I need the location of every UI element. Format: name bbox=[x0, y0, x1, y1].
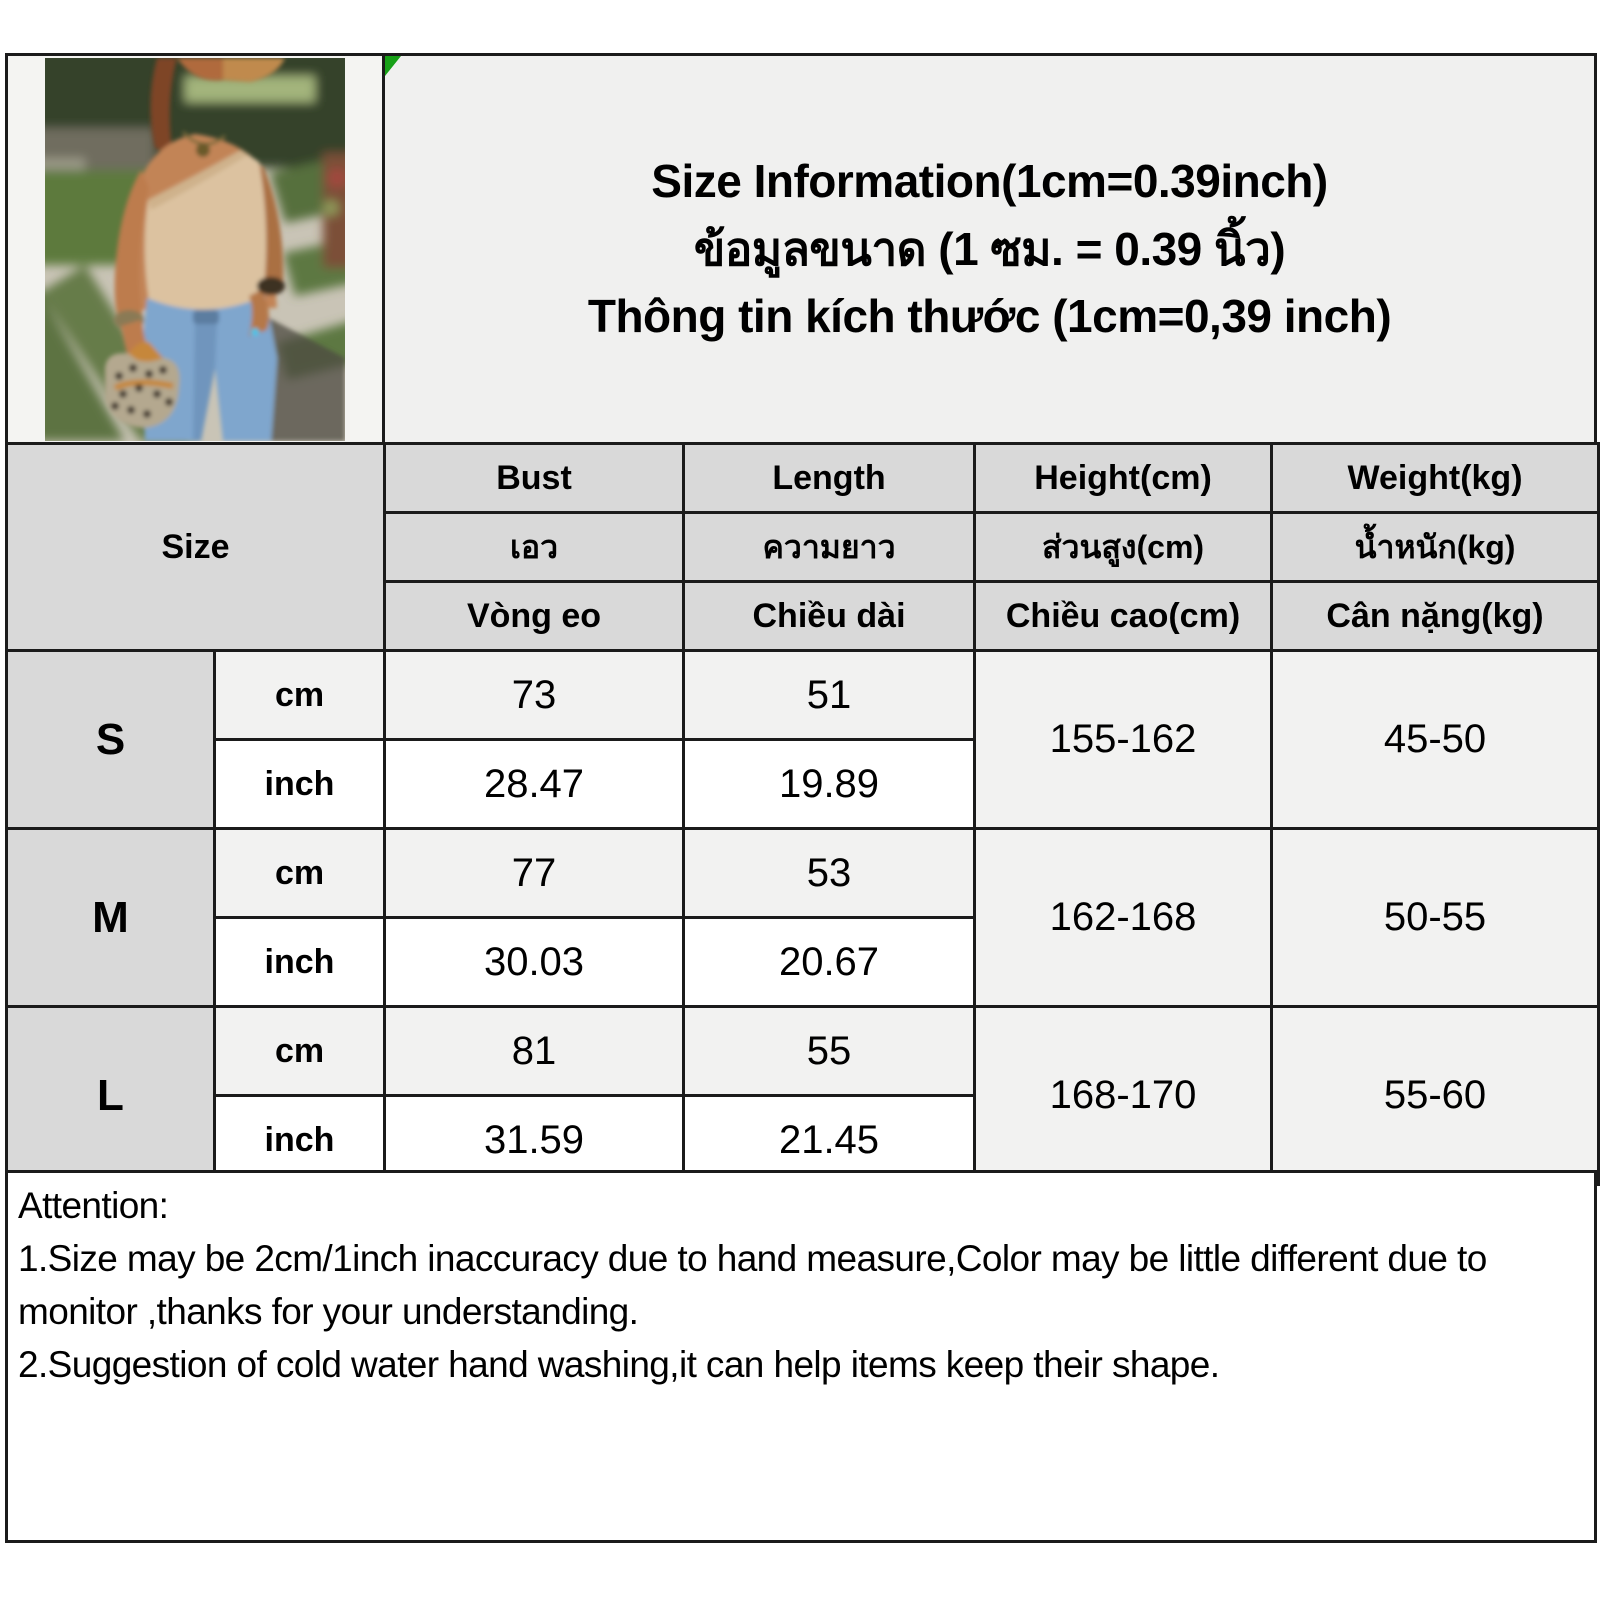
s-bust-cm: 73 bbox=[385, 651, 684, 740]
product-photo bbox=[45, 58, 345, 441]
title-english: Size Information(1cm=0.39inch) bbox=[651, 155, 1328, 208]
cell-corner-marker-icon bbox=[385, 56, 401, 76]
title-vietnamese: Thông tin kích thước (1cm=0,39 inch) bbox=[587, 290, 1392, 343]
attention-box bbox=[5, 1170, 1597, 1543]
l-bust-cm: 81 bbox=[385, 1007, 684, 1096]
size-s-cell: S bbox=[7, 651, 215, 829]
m-weight-range: 50-55 bbox=[1272, 829, 1599, 1007]
m-bust-cm: 77 bbox=[385, 829, 684, 918]
attention-note-1: 1.Size may be 2cm/1inch inaccuracy due to hand measure,Color may be little different due to monitor ,thanks for your understanding. bbox=[18, 1238, 1487, 1332]
product-photo-cell bbox=[8, 56, 385, 442]
unit-cm-l: cm bbox=[215, 1007, 385, 1096]
col-header-height-th: ส่วนสูง(cm) bbox=[975, 513, 1272, 582]
col-header-length-en: Length bbox=[684, 444, 975, 513]
col-header-weight-th: น้ำหนัก(kg) bbox=[1272, 513, 1599, 582]
attention-note-2: 2.Suggestion of cold water hand washing,it can help items keep their shape. bbox=[18, 1344, 1220, 1385]
row-l-cm bbox=[7, 1007, 1599, 1096]
col-header-height-vi: Chiều cao(cm) bbox=[975, 582, 1272, 651]
col-header-length-th: ความยาว bbox=[684, 513, 975, 582]
s-length-cm: 51 bbox=[684, 651, 975, 740]
l-bust-inch: 31.59 bbox=[385, 1096, 684, 1185]
s-height-range: 155-162 bbox=[975, 651, 1272, 829]
title-thai: ข้อมูลขนาด (1 ซม. = 0.39 นิ้ว) bbox=[693, 222, 1286, 275]
col-header-bust-vi: Vòng eo bbox=[385, 582, 684, 651]
unit-inch-s: inch bbox=[215, 740, 385, 829]
unit-cm-m: cm bbox=[215, 829, 385, 918]
size-l-cell: L bbox=[7, 1007, 215, 1185]
attention-heading: Attention: bbox=[18, 1185, 169, 1226]
col-header-bust-en: Bust bbox=[385, 444, 684, 513]
m-length-inch: 20.67 bbox=[684, 918, 975, 1007]
col-header-weight-vi: Cân nặng(kg) bbox=[1272, 582, 1599, 651]
unit-inch-m: inch bbox=[215, 918, 385, 1007]
col-header-length-vi: Chiều dài bbox=[684, 582, 975, 651]
size-table bbox=[5, 442, 1600, 1186]
m-bust-inch: 30.03 bbox=[385, 918, 684, 1007]
s-length-inch: 19.89 bbox=[684, 740, 975, 829]
size-header-cell: Size bbox=[7, 444, 385, 651]
m-height-range: 162-168 bbox=[975, 829, 1272, 1007]
l-length-cm: 55 bbox=[684, 1007, 975, 1096]
top-section bbox=[5, 53, 1597, 445]
s-weight-range: 45-50 bbox=[1272, 651, 1599, 829]
row-m-cm bbox=[7, 829, 1599, 918]
size-m-cell: M bbox=[7, 829, 215, 1007]
col-header-bust-th: เอว bbox=[385, 513, 684, 582]
s-bust-inch: 28.47 bbox=[385, 740, 684, 829]
col-header-weight-en: Weight(kg) bbox=[1272, 444, 1599, 513]
l-length-inch: 21.45 bbox=[684, 1096, 975, 1185]
m-length-cm: 53 bbox=[684, 829, 975, 918]
l-weight-range: 55-60 bbox=[1272, 1007, 1599, 1185]
row-s-cm bbox=[7, 651, 1599, 740]
l-height-range: 168-170 bbox=[975, 1007, 1272, 1185]
title-cell bbox=[385, 56, 1594, 442]
unit-cm-s: cm bbox=[215, 651, 385, 740]
header-row-english bbox=[7, 444, 1599, 513]
col-header-height-en: Height(cm) bbox=[975, 444, 1272, 513]
unit-inch-l: inch bbox=[215, 1096, 385, 1185]
